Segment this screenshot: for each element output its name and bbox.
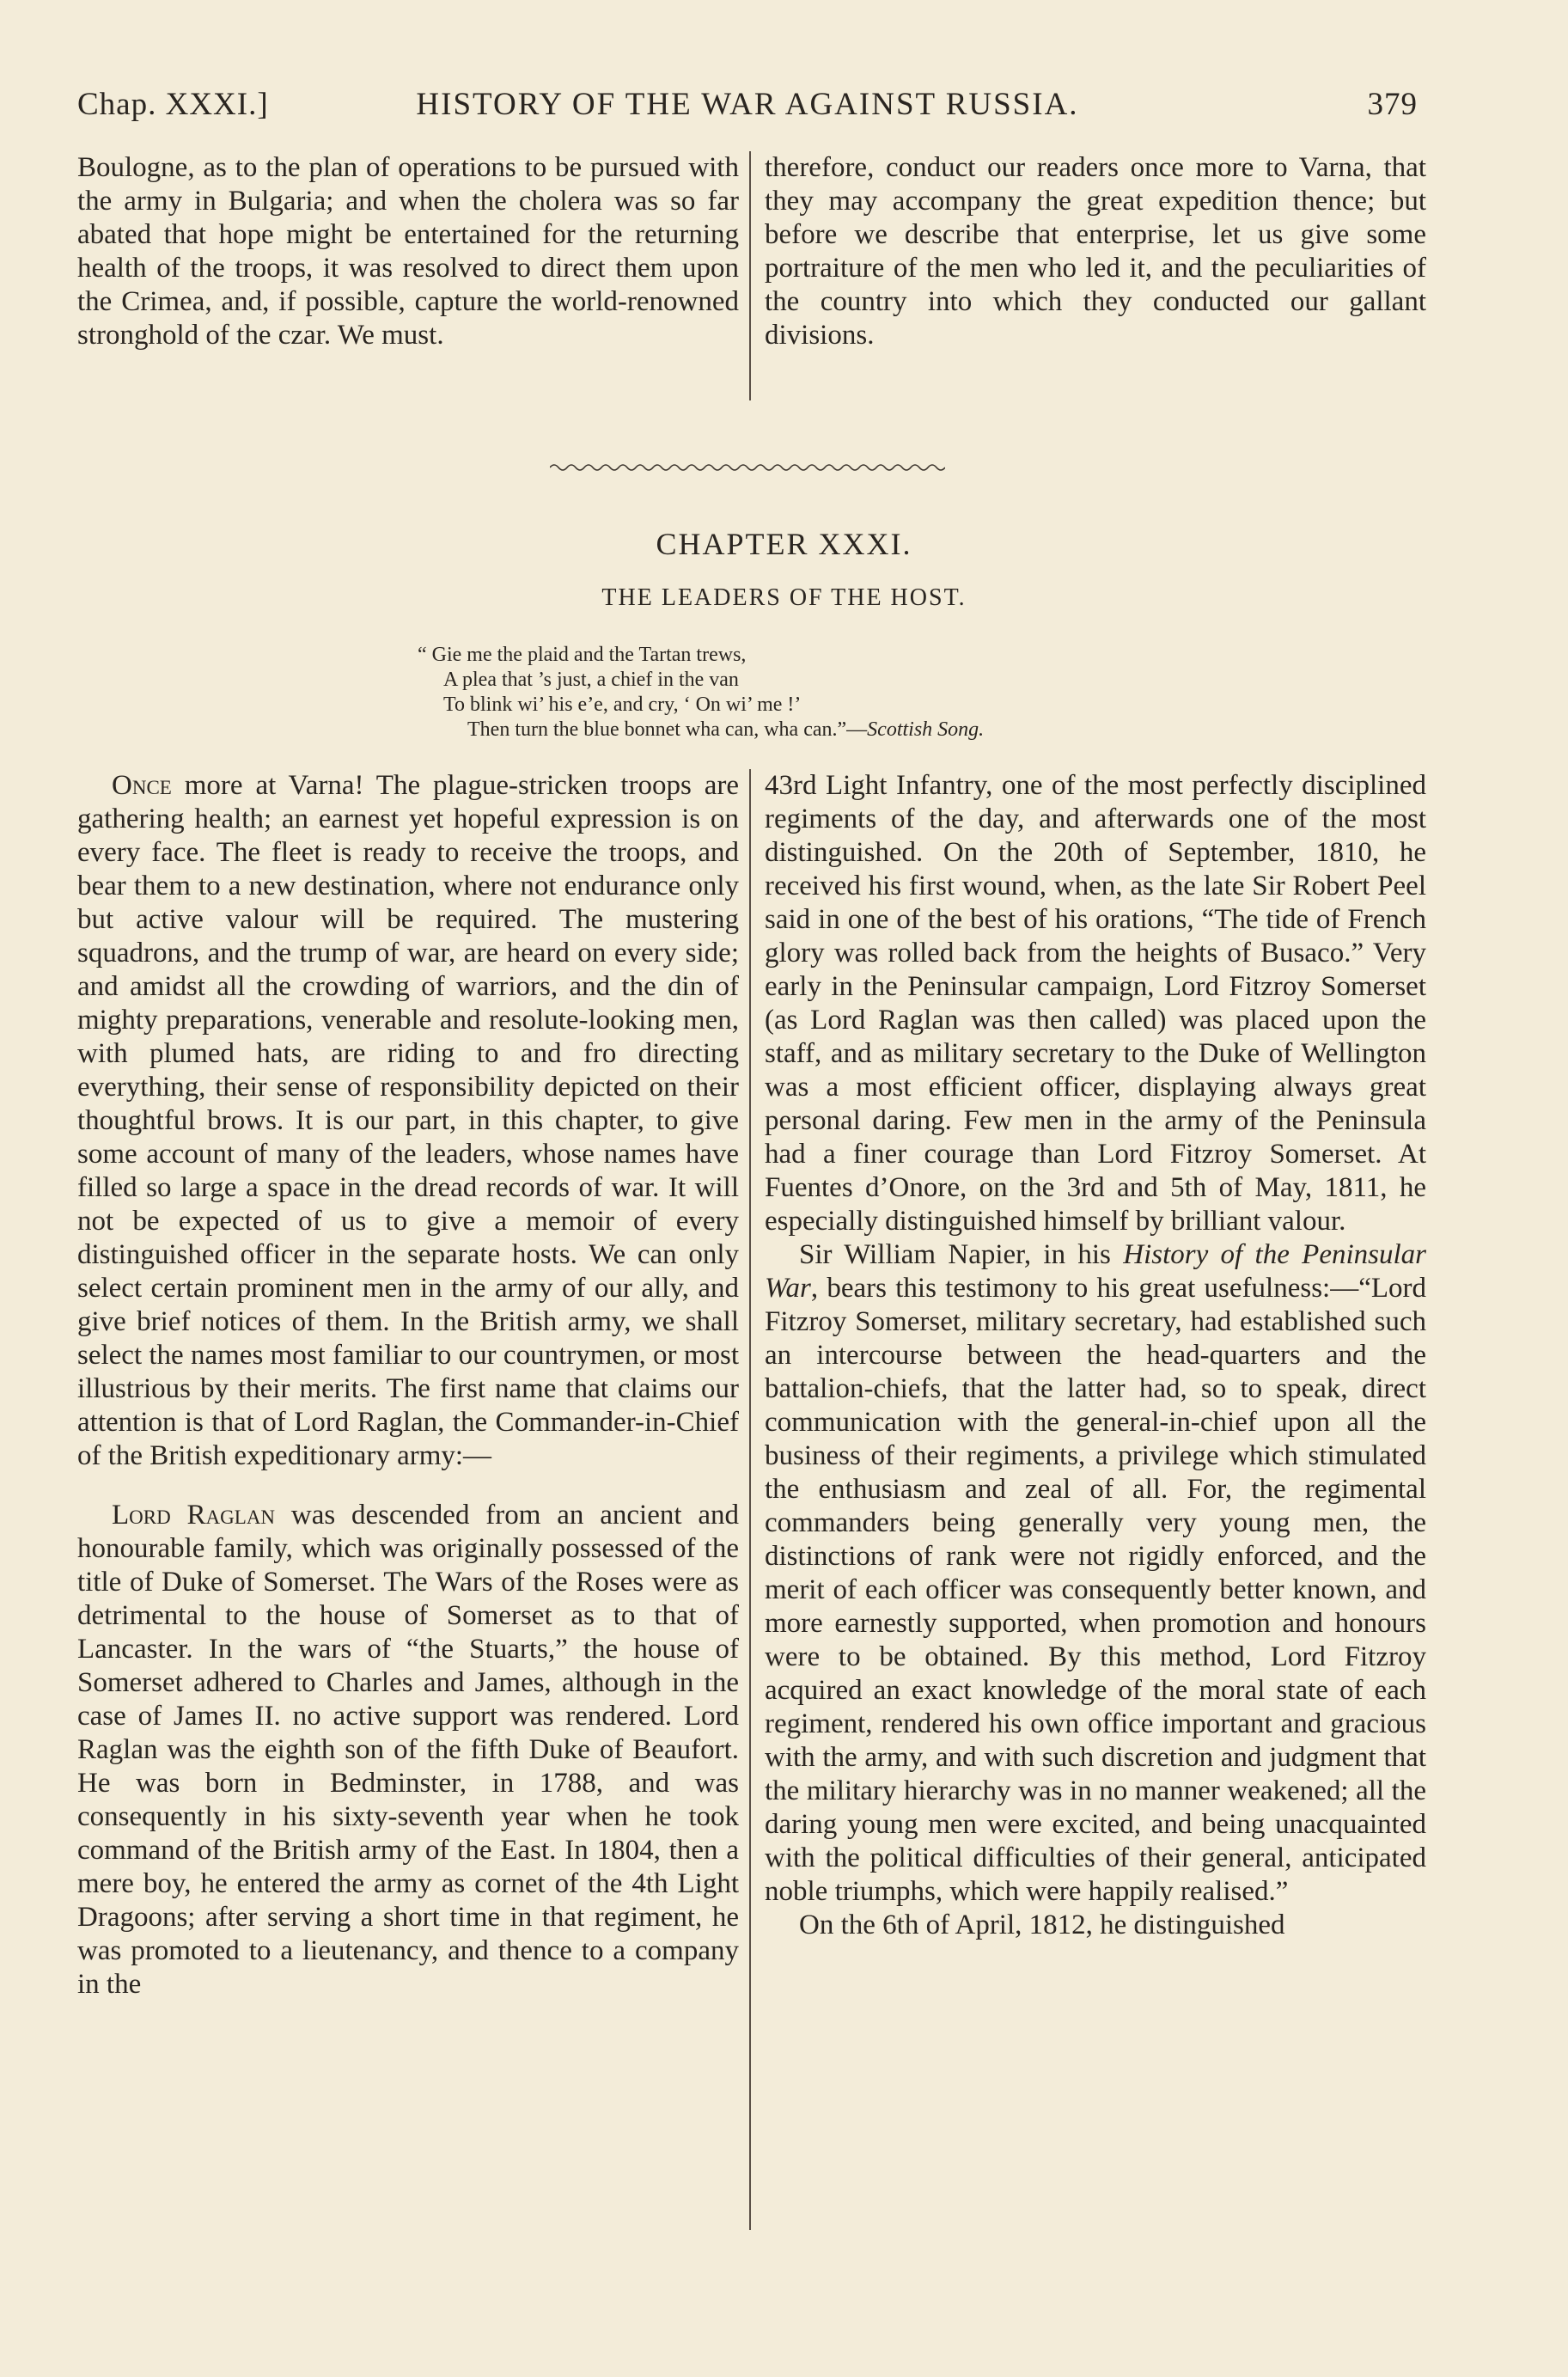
paragraph: 43rd Light Infantry, one of the most perfectly disciplined regiments of the day, and afterwards one of the most distinguished. On the 20th of September, 1810, he received his first wound, when, as the late Sir Robert Peel said in one of the best of his orations, “The tide of French glory was rolled back from the heights of Busaco.” Very early in the Peninsular campaign, Lord Fitzroy Somerset (as Lord Raglan was then called) was placed upon the staff, and as military secretary to the Duke of Wellington was a most efficient officer, displaying always great personal daring. Few men in the army of the Peninsula had a finer courage than Lord Fitzroy Somerset. At Fuentes d’Onore, on the 3rd and 5th of May, 1811, he especially distinguished himself by brilliant valour. bbox=[765, 770, 1426, 1237]
paragraph: On the 6th of April, 1812, he distinguished bbox=[799, 1910, 1285, 1940]
wavy-divider-ornament bbox=[550, 457, 945, 478]
book-title: History of the Peninsular War bbox=[765, 1239, 1427, 1304]
epigraph-line: Then turn the blue bonnet wha can, wha can.”— bbox=[467, 718, 868, 741]
epigraph-line: A plea that ’s just, a chief in the van bbox=[443, 669, 739, 691]
column-rule bbox=[749, 769, 751, 2230]
running-title: HISTORY OF THE WAR AGAINST RUSSIA. bbox=[416, 87, 1079, 122]
epigraph-line: To blink wi’ his e’e, and cry, ‘ On wi’ me !’ bbox=[443, 694, 802, 716]
paragraph bbox=[77, 769, 739, 1473]
epigraph bbox=[418, 643, 1217, 742]
column-rule bbox=[749, 151, 751, 400]
chapter-reference: Chap. XXXI.] bbox=[77, 87, 269, 122]
paragraph-text: , bears this testimony to his great usefulness:—“Lord Fitzroy Somerset, military secretary, had established such an intercourse between the head-quarters and the battalion-chiefs, that the latter had, so to speak, direct communication with the general-in-chief upon all the business of their regiments, a privilege which stimulated the enthusiasm and zeal of all. For, the regimental commanders being generally very young men, the distinctions of rank were not rigidly enforced, and the merit of each officer was consequently better known, and more earnestly supported, when promotion and honours were to be obtained. By this method, Lord Fitzroy acquired an exact knowledge of the moral state of each regiment, rendered his own office important and gracious with the army, and with such discretion and judgment that the military hierarchy was in no manner weakened; all the daring young men were excited, and being unacquainted with the political difficulties of their general, anticipated noble triumphs, which were happily realised.” bbox=[765, 1273, 1426, 1907]
drop-lead-word: Lord Raglan bbox=[112, 1500, 276, 1531]
top-right-column bbox=[765, 151, 1426, 352]
paragraph bbox=[765, 1238, 1426, 1909]
paragraph-text: was descended from an ancient and honourable family, which was originally possessed of the title of Duke of Somerset. The Wars of the Roses were as detrimental to the house of Somerset as to that of Lancaster. In the wars of “the Stuarts,” the house of Somerset adhered to Charles and James, although in the case of James II. no active support was rendered. Lord Raglan was the eighth son of the fifth Duke of Beaufort. He was born in Bedminster, in 1788, and was consequently in his sixty-seventh year when he took command of the British army of the East. In 1804, then a mere boy, he entered the army as cornet of the 4th Light Dragoons; after serving a short time in that regiment, he was promoted to a lieutenancy, and thence to a company in the bbox=[77, 1500, 739, 2000]
page-number: 379 bbox=[1367, 87, 1418, 122]
paragraph: therefore, conduct our readers once more to Varna, that they may accompany the great expedition thence; but before we describe that enterprise, let us give some portraiture of the men who led it, and the peculiarities of the country into which they conducted our gallant divisions. bbox=[765, 152, 1426, 351]
drop-lead-word: Once bbox=[112, 770, 172, 801]
epigraph-line: “ Gie me the plaid and the Tartan trews, bbox=[418, 644, 747, 666]
paragraph bbox=[77, 1499, 739, 2001]
epigraph-last-line bbox=[418, 718, 1217, 742]
paragraph-text: more at Varna! The plague-stricken troops are gathering health; an earnest yet hopeful expression is on every face. The fleet is ready to receive the troops, and bear them to a new destination, where not endurance only but active valour will be required. The mustering squadrons, and the trump of war, are heard on every side; and amidst all the crowding of warriors, and the din of mighty preparations, venerable and resolute-looking men, with plumed hats, are riding to and fro directing everything, their sense of responsibility depicted on their thoughtful brows. It is our part, in this chapter, to give some account of many of the leaders, whose names have filled so large a space in the dread records of war. It will not be expected of us to give a memoir of every distinguished officer in the separate hosts. We can only select certain prominent men in the army of our ally, and give brief notices of them. In the British army, we shall select the names most familiar to our countrymen, or most illustrious by their merits. The first name that claims our attention is that of Lord Raglan, the Commander-in-Chief of the British expeditionary army:— bbox=[77, 770, 739, 1471]
paragraph-text: Sir William Napier, in his bbox=[799, 1239, 1124, 1270]
chapter-subtitle: THE LEADERS OF THE HOST. bbox=[601, 584, 967, 611]
body-right-column bbox=[765, 769, 1426, 1942]
top-left-column bbox=[77, 151, 739, 352]
epigraph-attribution: Scottish Song. bbox=[867, 718, 985, 741]
chapter-title: CHAPTER XXXI. bbox=[656, 527, 912, 561]
running-header bbox=[77, 86, 1418, 129]
body-left-column bbox=[77, 769, 739, 2001]
paragraph: Boulogne, as to the plan of operations to be pursued with the army in Bulgaria; and when the cholera was so far abated that hope might be entertained for the returning health of the troops, it was resolved to direct them upon the Crimea, and, if possible, capture the world-renowned stronghold of the czar. We must. bbox=[77, 152, 739, 351]
